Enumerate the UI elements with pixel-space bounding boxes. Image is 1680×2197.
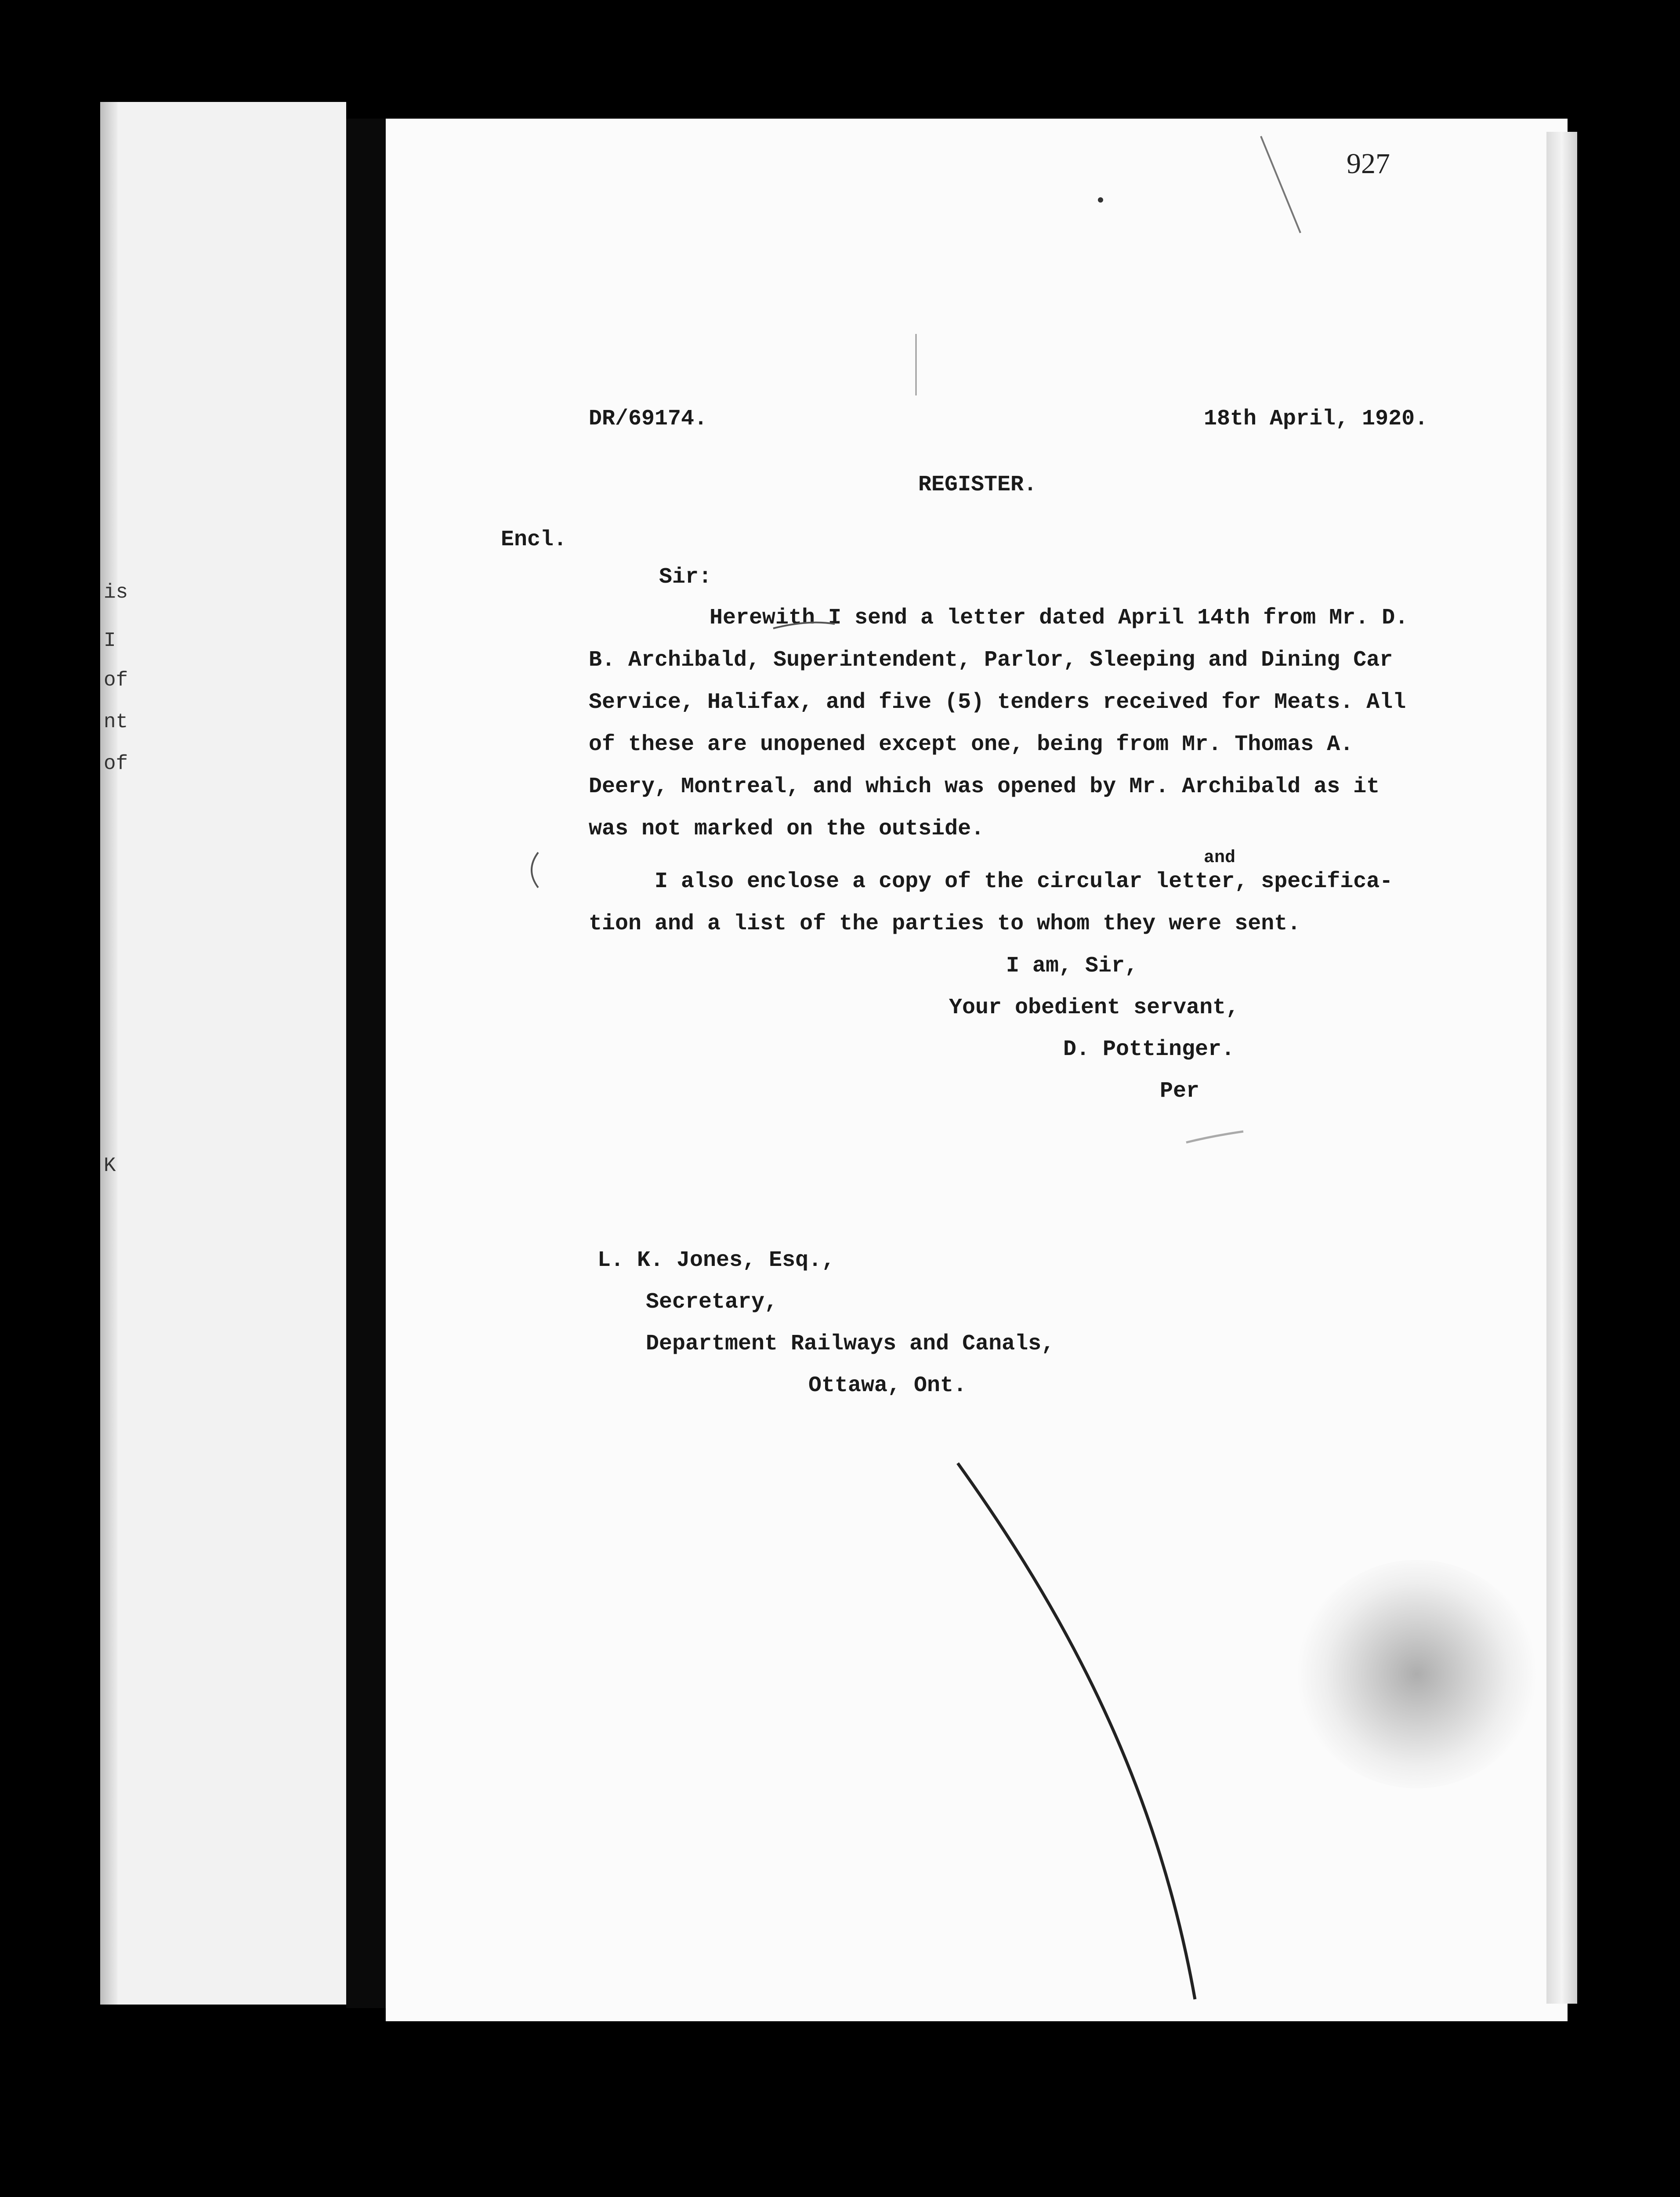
signature-per: Per [1160,1079,1200,1104]
register-heading: REGISTER. [918,472,1037,497]
facing-page-fragment: nt [104,711,128,733]
page-edge [1546,132,1577,2004]
facing-page-fragment: K [104,1154,116,1177]
body-line: Service, Halifax, and five (5) tenders received for Meats. All [589,690,1406,715]
handwritten-insertion: and [1204,848,1236,868]
body-line: I also enclose a copy of the circular letter, specifica- [655,869,1393,894]
addressee-line: Ottawa, Ont. [808,1373,967,1398]
body-line: was not marked on the outside. [589,816,985,841]
closing-line: Your obedient servant, [949,995,1239,1020]
book-spine [346,119,386,2008]
facing-page-fragment: of [104,752,128,775]
salutation: Sir: [659,565,712,590]
facing-page-fragment: I [104,629,116,652]
facing-page [100,102,346,2005]
facing-page-fragment: is [104,581,128,604]
page-stain [1296,1560,1538,1788]
body-line: tion and a list of the parties to whom they were sent. [589,911,1301,936]
closing-line: I am, Sir, [1006,953,1138,979]
body-line: B. Archibald, Superintendent, Parlor, Sleeping and Dining Car [589,648,1393,673]
addressee-line: Secretary, [646,1290,778,1315]
reference-number: DR/69174. [589,406,708,431]
page-number: 927 [1347,148,1390,180]
body-line: Herewith I send a letter dated April 14th from Mr. D. [710,605,1408,631]
facing-page-edge [100,102,118,2005]
enclosure-note: Encl. [501,527,567,552]
addressee-line: Department Railways and Canals, [646,1331,1055,1356]
signature-name: D. Pottinger. [1063,1037,1235,1062]
addressee-line: L. K. Jones, Esq., [597,1248,835,1273]
facing-page-fragment: of [104,669,128,692]
body-line: Deery, Montreal, and which was opened by Mr. Archibald as it [589,774,1380,799]
letter-date: 18th April, 1920. [1204,406,1428,431]
body-line: of these are unopened except one, being from Mr. Thomas A. [589,732,1354,757]
